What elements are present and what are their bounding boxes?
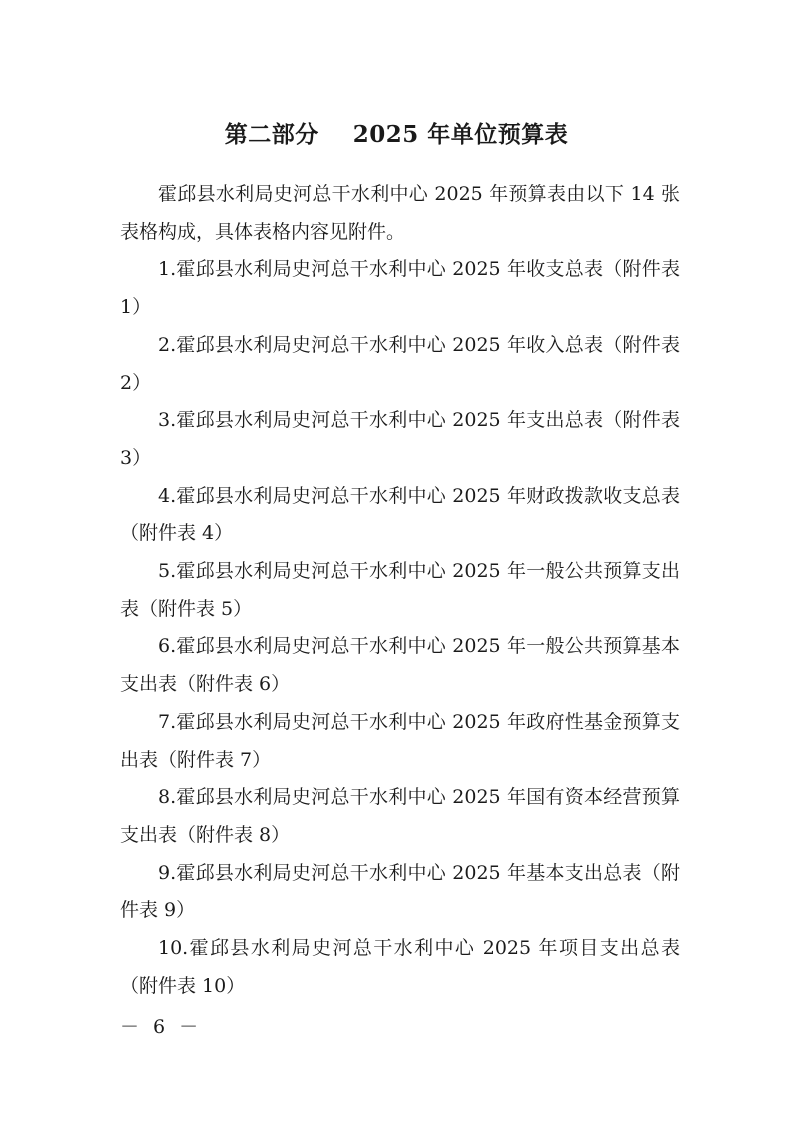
list-item: 7.霍邱县水利局史河总干水利中心 2025 年政府性基金预算支出表（附件表 7）: [120, 710, 680, 771]
list-item: 2.霍邱县水利局史河总干水利中心 2025 年收入总表（附件表 2）: [120, 333, 680, 394]
list-item: 5.霍邱县水利局史河总干水利中心 2025 年一般公共预算支出表（附件表 5）: [120, 560, 680, 620]
list-item: 10.霍邱县水利局史河总干水利中心 2025 年项目支出总表（附件表 10）: [120, 937, 680, 997]
page-number: － 6 －: [120, 1016, 203, 1038]
list-item: 4.霍邱县水利局史河总干水利中心 2025 年财政拨款收支总表（附件表 4）: [120, 484, 680, 545]
document-body: [120, 176, 680, 1005]
page-title: 第二部分 2025 年单位预算表: [224, 121, 569, 149]
list-item: 8.霍邱县水利局史河总干水利中心 2025 年国有资本经营预算支出表（附件表 8）: [120, 786, 680, 846]
list-item: 9.霍邱县水利局史河总干水利中心 2025 年基本支出总表（附件表 9）: [120, 861, 680, 922]
list-item: 3.霍邱县水利局史河总干水利中心 2025 年支出总表（附件表 3）: [120, 409, 680, 469]
intro-paragraph: 霍邱县水利局史河总干水利中心 2025 年预算表由以下 14 张表格构成，具体表格内容见附件。: [120, 183, 680, 243]
list-item: 6.霍邱县水利局史河总干水利中心 2025 年一般公共预算基本支出表（附件表 6）: [120, 635, 680, 696]
list-item: 1.霍邱县水利局史河总干水利中心 2025 年收支总表（附件表 1）: [120, 258, 680, 319]
